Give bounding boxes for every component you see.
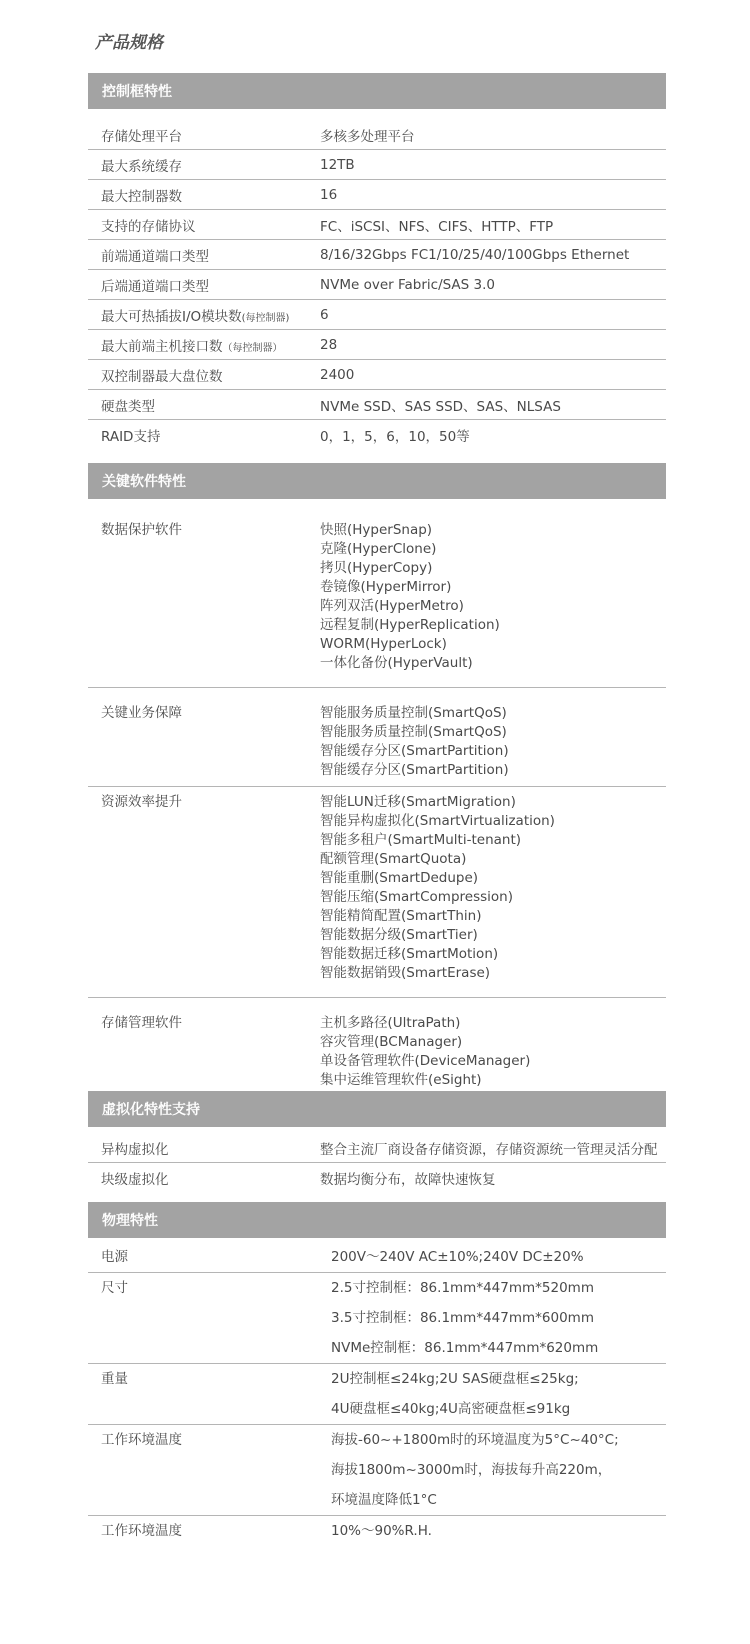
spec-row [88, 1133, 666, 1163]
spec-row [88, 1425, 666, 1516]
list-item: 智能重删(SmartDedupe) [320, 870, 479, 886]
list-item: 3.5寸控制框：86.1mm*447mm*600mm [331, 1310, 594, 1326]
spec-label: 资源效率提升 [101, 794, 182, 810]
list-item: 主机多路径(UltraPath) [320, 1015, 461, 1031]
section-header-physical: 物理特性 [88, 1202, 666, 1238]
spec-row [88, 180, 666, 210]
spec-label: 数据保护软件 [101, 522, 182, 538]
spec-label: 电源 [101, 1249, 128, 1265]
spec-value: 0，1，5，6，10，50等 [320, 429, 470, 445]
list-item: 智能LUN迁移(SmartMigration) [320, 794, 516, 810]
list-item: 容灾管理(BCManager) [320, 1034, 463, 1050]
spec-value: 数据均衡分布，故障快速恢复 [320, 1172, 496, 1188]
section-header-software: 关键软件特性 [88, 463, 666, 499]
spec-row [88, 270, 666, 300]
list-item: 2.5寸控制框：86.1mm*447mm*520mm [331, 1280, 594, 1296]
spec-value-list [320, 521, 666, 673]
spec-value-list [331, 1364, 666, 1424]
list-item: 智能精简配置(SmartThin) [320, 908, 482, 924]
list-item: 智能服务质量控制(SmartQoS) [320, 705, 507, 721]
list-item: 智能压缩(SmartCompression) [320, 889, 513, 905]
spec-value-list [331, 1242, 666, 1272]
page-title: 产品规格 [95, 33, 163, 53]
list-item: 阵列双活(HyperMetro) [320, 598, 464, 614]
spec-row [88, 120, 666, 150]
spec-row [88, 1242, 666, 1273]
list-item: 海拔1800m~3000m时，海拔每升高220m， [331, 1462, 612, 1478]
spec-row [88, 1364, 666, 1425]
list-item: 卷镜像(HyperMirror) [320, 579, 452, 595]
spec-value: NVMe SSD、SAS SSD、SAS、NLSAS [320, 398, 561, 415]
spec-label: 重量 [101, 1371, 128, 1387]
list-item: WORM(HyperLock) [320, 636, 447, 652]
spec-value-list [320, 704, 666, 780]
controller-spec-table [88, 120, 666, 450]
spec-row [88, 360, 666, 390]
physical-spec-table [88, 1242, 666, 1546]
spec-value: 28 [320, 336, 338, 353]
list-item: 远程复制(HyperReplication) [320, 617, 500, 633]
list-item: 克隆(HyperClone) [320, 541, 437, 557]
spec-label-group [88, 335, 320, 355]
list-item: 集中运维管理软件(eSight) [320, 1072, 482, 1088]
list-item: 智能数据销毁(SmartErase) [320, 965, 491, 981]
spec-row [88, 787, 666, 998]
spec-value: 多核多处理平台 [320, 128, 415, 145]
spec-row [88, 1163, 666, 1193]
spec-row [88, 420, 666, 450]
spec-value: FC、iSCSI、NFS、CIFS、HTTP、FTP [320, 218, 554, 235]
list-item: 200V～240V AC±10%;240V DC±20% [331, 1249, 584, 1265]
spec-label-note: （每控制器） [222, 342, 283, 354]
spec-row [88, 1273, 666, 1364]
spec-row [88, 1516, 666, 1546]
spec-label: 支持的存储协议 [101, 218, 196, 235]
list-item: 智能数据迁移(SmartMotion) [320, 946, 499, 962]
spec-value-list [331, 1273, 666, 1363]
spec-label: 后端通道端口类型 [101, 278, 209, 295]
spec-label: RAID支持 [101, 429, 161, 445]
spec-value-list [320, 793, 666, 983]
spec-value: 整合主流厂商设备存储资源，存储资源统一管理灵活分配 [320, 1141, 658, 1158]
list-item: 智能多租户(SmartMulti-tenant) [320, 832, 522, 848]
list-item: 单设备管理软件(DeviceManager) [320, 1053, 531, 1069]
spec-label: 存储管理软件 [101, 1015, 182, 1031]
spec-label: 最大可热插拔I/O模块数 [101, 308, 242, 325]
list-item: 一体化备份(HyperVault) [320, 655, 473, 671]
spec-label: 双控制器最大盘位数 [101, 368, 223, 385]
spec-label: 尺寸 [101, 1280, 128, 1296]
spec-row [88, 240, 666, 270]
list-item: 拷贝(HyperCopy) [320, 560, 433, 576]
spec-label: 最大系统缓存 [101, 158, 182, 175]
section-header-virtualization: 虚拟化特性支持 [88, 1091, 666, 1127]
spec-value: 2400 [320, 366, 355, 383]
virtualization-spec-table [88, 1133, 666, 1193]
spec-row [88, 505, 666, 688]
list-item: 2U控制框≤24kg;2U SAS硬盘框≤25kg; [331, 1371, 579, 1387]
spec-value: 6 [320, 306, 329, 323]
list-item: 配额管理(SmartQuota) [320, 851, 467, 867]
list-item: NVMe控制框：86.1mm*447mm*620mm [331, 1340, 599, 1356]
list-item: 10%～90%R.H. [331, 1523, 432, 1539]
spec-label: 工作环境温度 [101, 1523, 182, 1539]
list-item: 智能服务质量控制(SmartQoS) [320, 724, 507, 740]
list-item: 智能异构虚拟化(SmartVirtualization) [320, 813, 555, 829]
spec-row [88, 330, 666, 360]
section-header-controller: 控制框特性 [88, 73, 666, 109]
spec-label: 工作环境温度 [101, 1432, 182, 1448]
spec-row [88, 300, 666, 330]
spec-label: 异构虚拟化 [101, 1141, 169, 1158]
spec-label-note: (每控制器) [241, 312, 290, 324]
spec-value: 8/16/32Gbps FC1/10/25/40/100Gbps Ethernet [320, 246, 630, 263]
spec-value-list [331, 1516, 666, 1546]
list-item: 智能缓存分区(SmartPartition) [320, 743, 509, 759]
spec-row [88, 150, 666, 180]
spec-label: 存储处理平台 [101, 128, 182, 145]
spec-label: 前端通道端口类型 [101, 248, 209, 265]
spec-row [88, 688, 666, 787]
list-item: 快照(HyperSnap) [320, 522, 433, 538]
spec-value-list [331, 1425, 666, 1515]
spec-label: 块级虚拟化 [101, 1172, 169, 1188]
list-item: 4U硬盘框≤40kg;4U高密硬盘框≤91kg [331, 1401, 571, 1417]
spec-label: 关键业务保障 [101, 705, 182, 721]
spec-label: 硬盘类型 [101, 398, 155, 415]
spec-label: 最大控制器数 [101, 188, 182, 205]
list-item: 环境温度降低1°C [331, 1492, 437, 1508]
spec-value: 12TB [320, 156, 355, 173]
spec-row [88, 210, 666, 240]
spec-label: 最大前端主机接口数 [101, 338, 223, 355]
software-spec-table [88, 505, 666, 1123]
spec-row [88, 390, 666, 420]
list-item: 海拔-60~+1800m时的环境温度为5°C~40°C; [331, 1432, 619, 1448]
spec-label-group [88, 305, 320, 325]
spec-value: NVMe over Fabric/SAS 3.0 [320, 276, 495, 293]
spec-value: 16 [320, 186, 338, 203]
list-item: 智能缓存分区(SmartPartition) [320, 762, 509, 778]
list-item: 智能数据分级(SmartTier) [320, 927, 478, 943]
